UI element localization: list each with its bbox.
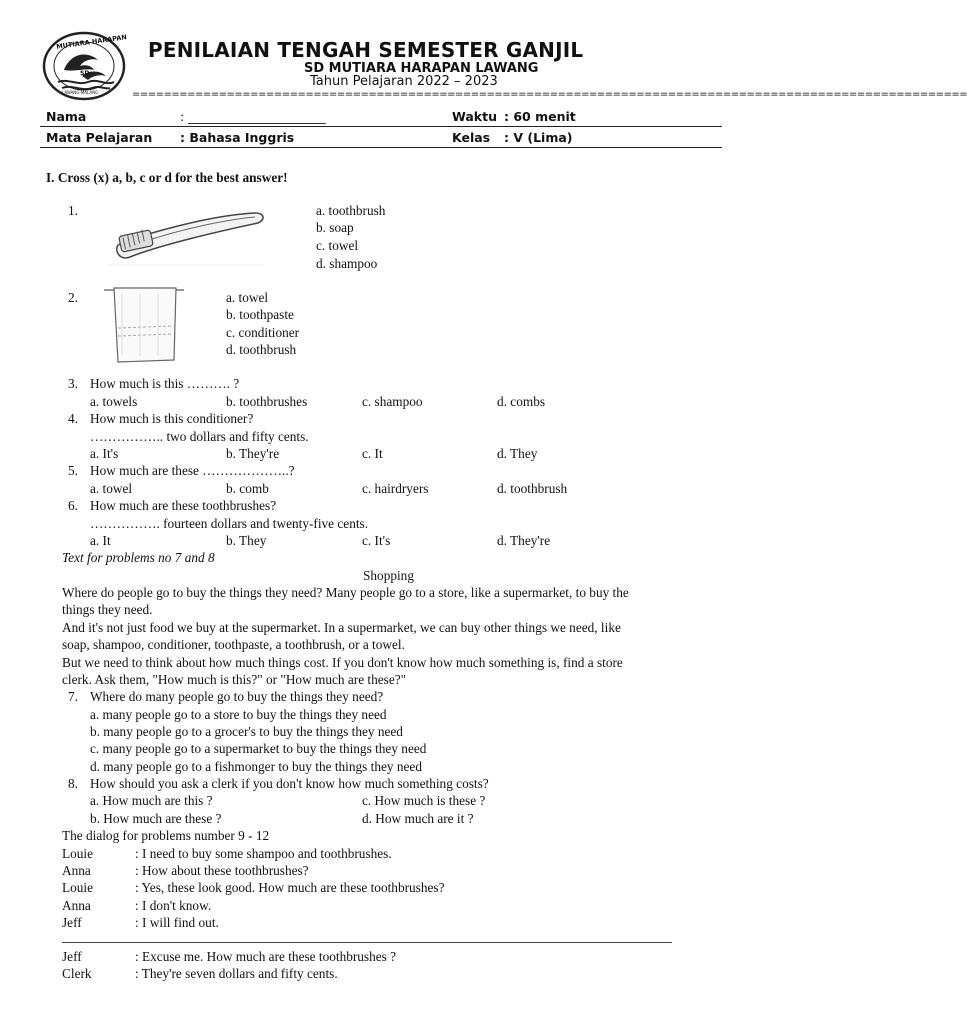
reading-line: And it's not just food we buy at the supermarket. In a supermarket, we can buy other things we need, like bbox=[62, 620, 621, 635]
q5-option-c[interactable]: c. hairdryers bbox=[362, 481, 429, 496]
mapel-label: Mata Pelajaran bbox=[46, 130, 153, 145]
q6-option-c[interactable]: c. It's bbox=[362, 533, 391, 548]
kelas-label: Kelas bbox=[452, 130, 491, 145]
q5-number: 5. bbox=[68, 463, 78, 478]
logo-text-top: MUTIARA HARAPAN bbox=[55, 33, 128, 51]
q1-option-b[interactable]: b. soap bbox=[316, 220, 354, 235]
dialog-intro: The dialog for problems number 9 - 12 bbox=[62, 828, 270, 843]
q7-option-c[interactable]: c. many people go to a supermarket to buy the things they need bbox=[90, 741, 427, 756]
page-title: PENILAIAN TENGAH SEMESTER GANJIL bbox=[148, 38, 584, 62]
q7-number: 7. bbox=[68, 689, 78, 704]
q4-number: 4. bbox=[68, 411, 78, 426]
q4-option-b[interactable]: b. They're bbox=[226, 446, 280, 461]
q2-option-b[interactable]: b. toothpaste bbox=[226, 307, 294, 322]
dialog-divider bbox=[62, 942, 672, 943]
q8-number: 8. bbox=[68, 776, 78, 791]
reading-line: things they need. bbox=[62, 602, 153, 617]
mapel-value: : Bahasa Inggris bbox=[180, 130, 295, 145]
dialog-text: : How about these toothbrushes? bbox=[135, 863, 309, 878]
q4-subline: …………….. two dollars and fifty cents. bbox=[90, 429, 309, 444]
q8-option-a[interactable]: a. How much are this ? bbox=[90, 793, 213, 808]
header-divider: ========================================================================================================== bbox=[132, 89, 967, 100]
q6-option-a[interactable]: a. It bbox=[90, 533, 111, 548]
q7-option-a[interactable]: a. many people go to a store to buy the things they need bbox=[90, 707, 387, 722]
dialog-speaker: Jeff bbox=[62, 949, 82, 964]
q3-option-b[interactable]: b. toothbrushes bbox=[226, 394, 308, 409]
q1-option-a[interactable]: a. toothbrush bbox=[316, 203, 386, 218]
reading-title: Shopping bbox=[363, 568, 414, 583]
q4-option-c[interactable]: c. It bbox=[362, 446, 383, 461]
dialog-text: : I need to buy some shampoo and toothbrushes. bbox=[135, 846, 392, 861]
q6-option-d[interactable]: d. They're bbox=[497, 533, 551, 548]
q7-option-d[interactable]: d. many people go to a fishmonger to buy the things they need bbox=[90, 759, 422, 774]
q2-option-c[interactable]: c. conditioner bbox=[226, 325, 300, 340]
q6-option-b[interactable]: b. They bbox=[226, 533, 267, 548]
dialog-text: : Yes, these look good. How much are these toothbrushes? bbox=[135, 880, 445, 895]
q8-option-d[interactable]: d. How much are it ? bbox=[362, 811, 474, 826]
dialog-speaker: Jeff bbox=[62, 915, 82, 930]
q2-number: 2. bbox=[68, 290, 78, 305]
reading-intro: Text for problems no 7 and 8 bbox=[62, 550, 215, 565]
reading-line: clerk. Ask them, "How much is this?" or "How much are these?" bbox=[62, 672, 407, 687]
dialog-speaker: Clerk bbox=[62, 966, 92, 981]
nama-field[interactable]: : ______________________ bbox=[180, 109, 326, 124]
reading-line: But we need to think about how much things cost. If you don't know how much something is, find a store bbox=[62, 655, 623, 670]
info-bottom-divider bbox=[40, 147, 722, 148]
q1-option-d[interactable]: d. shampoo bbox=[316, 256, 378, 271]
q4-option-a[interactable]: a. It's bbox=[90, 446, 119, 461]
q5-option-d[interactable]: d. toothbrush bbox=[497, 481, 568, 496]
logo-text-bottom: LAWANG-MALANG bbox=[62, 90, 99, 95]
reading-line: soap, shampoo, conditioner, toothpaste, a toothbrush, or a towel. bbox=[62, 637, 405, 652]
reading-line: Where do people go to buy the things they need? Many people go to a store, like a supermarket, to buy the bbox=[62, 585, 629, 600]
dialog-text: : I don't know. bbox=[135, 898, 212, 913]
q6-subline: ……………. fourteen dollars and twenty-five cents. bbox=[90, 516, 369, 531]
dialog-speaker: Anna bbox=[62, 863, 91, 878]
nama-label: Nama bbox=[46, 109, 87, 124]
q5-question: How much are these ………………..? bbox=[90, 463, 295, 478]
kelas-value: : V (Lima) bbox=[504, 130, 573, 145]
section-title: I. Cross (x) a, b, c or d for the best answer! bbox=[46, 170, 288, 185]
dialog-speaker: Anna bbox=[62, 898, 91, 913]
school-name: SD MUTIARA HARAPAN LAWANG bbox=[304, 61, 539, 76]
q3-number: 3. bbox=[68, 376, 78, 391]
q1-number: 1. bbox=[68, 203, 78, 218]
q6-number: 6. bbox=[68, 498, 78, 513]
q5-option-b[interactable]: b. comb bbox=[226, 481, 269, 496]
q7-option-b[interactable]: b. many people go to a grocer's to buy the things they need bbox=[90, 724, 403, 739]
q8-option-c[interactable]: c. How much is these ? bbox=[362, 793, 486, 808]
school-year: Tahun Pelajaran 2022 – 2023 bbox=[310, 74, 498, 89]
q4-option-d[interactable]: d. They bbox=[497, 446, 538, 461]
q1-option-c[interactable]: c. towel bbox=[316, 238, 359, 253]
q2-option-d[interactable]: d. toothbrush bbox=[226, 342, 297, 357]
toothbrush-image bbox=[100, 195, 270, 267]
waktu-label: Waktu bbox=[452, 109, 497, 124]
dialog-speaker: Louie bbox=[62, 846, 94, 861]
q4-question: How much is this conditioner? bbox=[90, 411, 254, 426]
q3-option-a[interactable]: a. towels bbox=[90, 394, 138, 409]
q8-question: How should you ask a clerk if you don't know how much something costs? bbox=[90, 776, 489, 791]
dialog-text: : Excuse me. How much are these toothbrushes ? bbox=[135, 949, 397, 964]
q3-question: How much is this ………. ? bbox=[90, 376, 240, 391]
dialog-text: : They're seven dollars and fifty cents. bbox=[135, 966, 338, 981]
info-row-divider bbox=[40, 126, 722, 127]
towel-image bbox=[100, 284, 190, 366]
q6-question: How much are these toothbrushes? bbox=[90, 498, 277, 513]
q2-option-a[interactable]: a. towel bbox=[226, 290, 269, 305]
waktu-value: : 60 menit bbox=[504, 109, 576, 124]
q8-option-b[interactable]: b. How much are these ? bbox=[90, 811, 222, 826]
dialog-speaker: Louie bbox=[62, 880, 94, 895]
q5-option-a[interactable]: a. towel bbox=[90, 481, 133, 496]
q7-question: Where do many people go to buy the things they need? bbox=[90, 689, 384, 704]
dialog-text: : I will find out. bbox=[135, 915, 219, 930]
logo-text-mid: SD bbox=[80, 70, 90, 77]
q3-option-d[interactable]: d. combs bbox=[497, 394, 546, 409]
q3-option-c[interactable]: c. shampoo bbox=[362, 394, 423, 409]
